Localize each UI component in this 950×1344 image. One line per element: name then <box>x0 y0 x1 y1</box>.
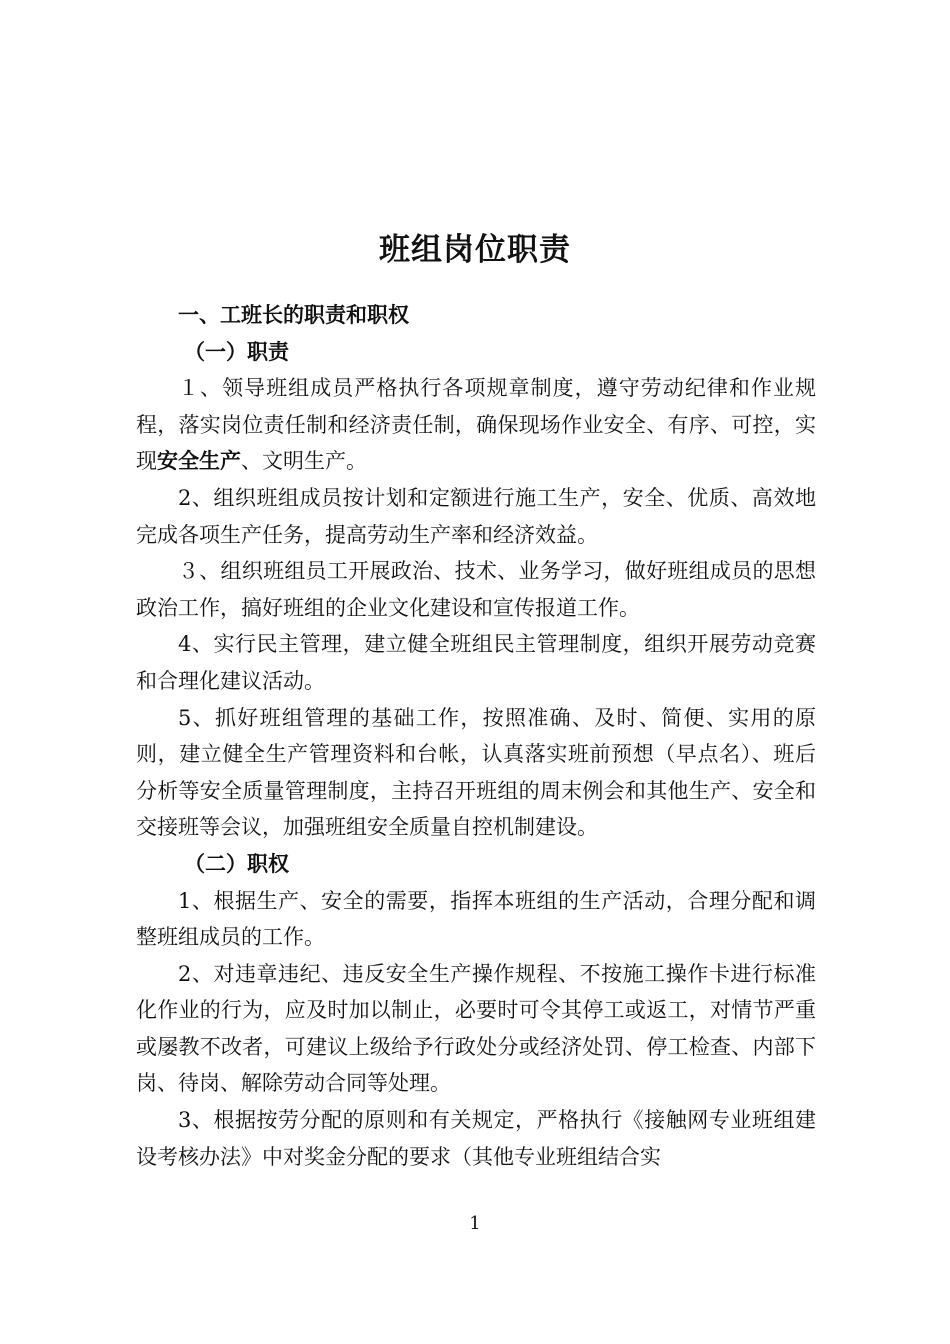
document-body <box>136 297 816 1175</box>
page-number: 1 <box>469 1213 481 1234</box>
power-item-3: 3、根据按劳分配的原则和有关规定，严格执行《接触网专业班组建设考核办法》中对奖金分配的要求（其他专业班组结合实 <box>136 1108 816 1169</box>
duty-item-1-bold-text: 安全生产 <box>157 449 241 474</box>
document-title: 班组岗位职责 <box>379 232 571 268</box>
duty-item-1-text-before: １、领导班组成员严格执行各项规章制度，遵守劳动纪律和作业规程，落实岗位责任制和经济责任制，确保现场作业安全、有序、可控，实现 <box>136 376 816 474</box>
power-item-2: 2、对违章违纪、违反安全生产操作规程、不按施工操作卡进行标准化作业的行为，应及时加以制止，必要时可令其停工或返工，对情节严重或屡教不改者，可建议上级给予行政处分或经济处罚、停工检查、内部下岗、待岗、解除劳动合同等处理。 <box>136 961 816 1096</box>
duty-item-1 <box>136 370 816 480</box>
subsection-heading-powers: （二）职权 <box>184 851 289 876</box>
duty-item-4: 4、实行民主管理，建立健全班组民主管理制度，组织开展劳动竞赛和合理化建议活动。 <box>136 632 816 693</box>
duty-item-3: ３、组织班组员工开展政治、技术、业务学习，做好班组成员的思想政治工作，搞好班组的企业文化建设和宣传报道工作。 <box>136 559 816 620</box>
section-heading: 一、工班长的职责和职权 <box>178 303 409 327</box>
subsection-heading-duties: （一）职责 <box>184 339 289 364</box>
duty-item-5: 5、抓好班组管理的基础工作，按照准确、及时、简便、实用的原则，建立健全生产管理资料和台帐，认真落实班前预想（早点名）、班后分析等安全质量管理制度，主持召开班组的周末例会和其他生产、安全和交接班等会议，加强班组安全质量自控机制建设。 <box>136 705 816 840</box>
duty-item-2: 2、组织班组成员按计划和定额进行施工生产，安全、优质、高效地完成各项生产任务，提高劳动生产率和经济效益。 <box>136 485 816 547</box>
power-item-1: 1、根据生产、安全的需要，指挥本班组的生产活动，合理分配和调整班组成员的工作。 <box>136 888 816 950</box>
duty-item-1-text-after: 、文明生产。 <box>241 449 367 474</box>
